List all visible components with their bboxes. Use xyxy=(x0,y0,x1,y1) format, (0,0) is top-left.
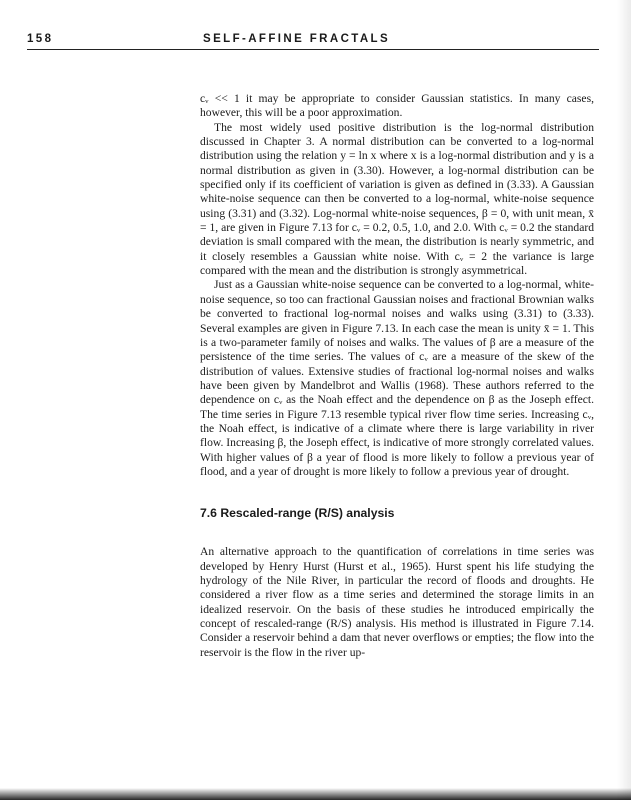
paragraph-noah-joseph: Just as a Gaussian white-noise sequence can be converted to a log-normal, white-noise sequence, so too can fractional Gaussian noises and fractional Brownian walks be converted to fractional log-normal noises and walks using (3.31) to (3.33). Several examples are given in Figure 7.13. In each case the mean is unity x̄ = 1. This is a two-parameter family of noises and walks. The values of β are a measure of the persistence of the time series. The values of cᵥ are a measure of the skew of the distribution of values. Extensive studies of fractional log-normal noises and walks have been given by Mandelbrot and Wallis (1968). These authors referred to the dependence on cᵥ as the Noah effect and the dependence on β as the Joseph effect. The time series in Figure 7.13 resemble typical river flow time series. Increasing cᵥ, the Noah effect, is indicative of a climate where there is large variability in river flow. Increasing β, the Joseph effect, is indicative of more strongly correlated values. With higher values of β a year of flood is more likely to follow a previous year of flood, and a year of drought is more likely to follow a previous year of drought. xyxy=(200,278,594,478)
paragraph-log-normal: The most widely used positive distribution is the log-normal distribution discussed in Chapter 3. A normal distribution can be converted to a log-normal distribution using the relation y = ln x where x is a log-normal distribution and y is a normal distribution as given in (3.30). However, a log-normal distribution can be specified only if its coefficient of variation is given as defined in (3.33). A Gaussian white-noise sequence can then be converted to a log-normal, white-noise sequence using (3.31) and (3.32). Log-normal white-noise sequences, β = 0, with unit mean, x̄ = 1, are given in Figure 7.13 for cᵥ = 0.2, 0.5, 1.0, and 2.0. With cᵥ = 0.2 the standard deviation is small compared with the mean, the distribution is nearly symmetric, and it closely resembles a Gaussian white noise. With cᵥ = 2 the variance is large compared with the mean and the distribution is strongly asymmetrical. xyxy=(200,120,594,278)
paragraph-continuation: cᵥ << 1 it may be appropriate to consider Gaussian statistics. In many cases, however, this will be a poor approximation. xyxy=(200,92,594,120)
page-number: 158 xyxy=(27,33,54,45)
paragraph-hurst: An alternative approach to the quantification of correlations in time series was developed by Henry Hurst (Hurst et al., 1965). Hurst spent his life studying the hydrology of the Nile River, in particular the record of floods and droughts. He considered a river flow as a time series and determined the storage limits in an idealized reservoir. On the basis of these studies he introduced empirically the concept of rescaled-range (R/S) analysis. His method is illustrated in Figure 7.14. Consider a reservoir behind a dam that never overflows or empties; the flow into the reservoir is the flow in the river up- xyxy=(200,545,594,659)
running-title: SELF-AFFINE FRACTALS xyxy=(203,33,391,45)
page-edge-shadow xyxy=(617,0,631,800)
scan-bottom-edge xyxy=(0,788,631,800)
body-text xyxy=(200,92,594,660)
header-rule xyxy=(27,49,599,50)
section-heading: 7.6 Rescaled-range (R/S) analysis xyxy=(200,506,395,521)
